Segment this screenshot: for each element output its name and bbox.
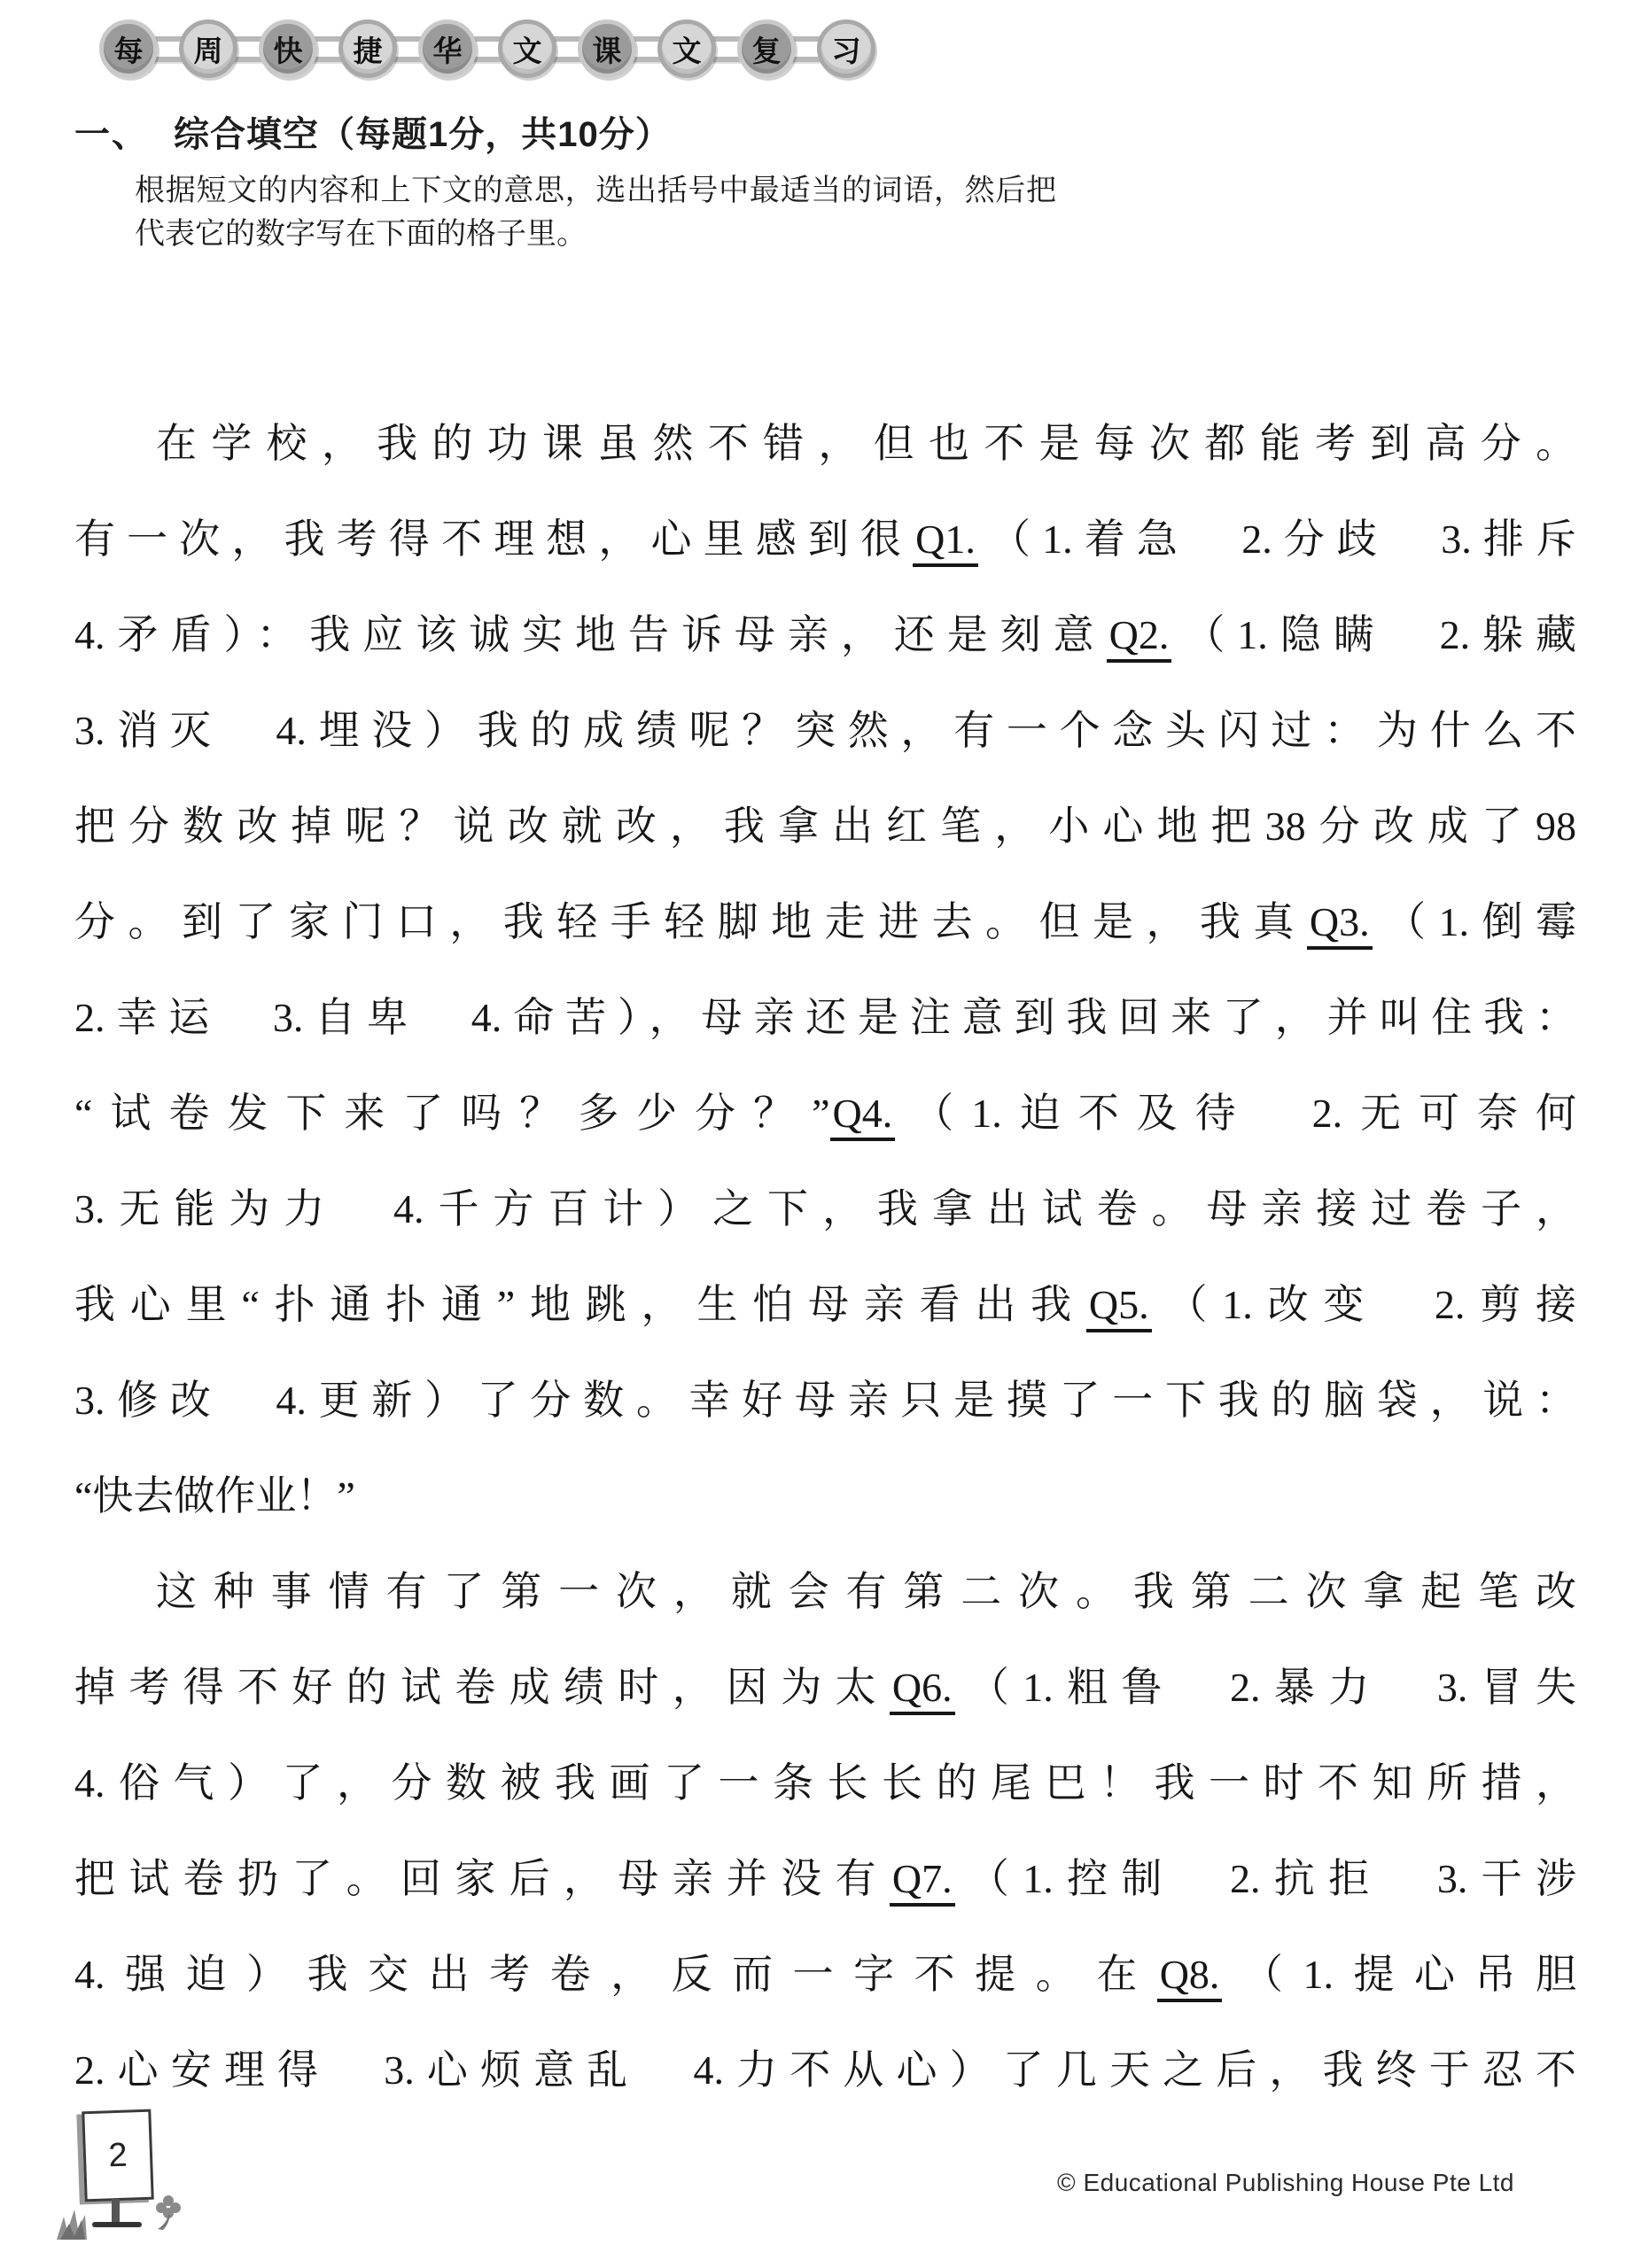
chain-circle: 文 (498, 19, 556, 78)
passage-line (74, 874, 1576, 970)
question-blank-q6: Q6. (890, 1665, 955, 1715)
question-blank-q7: Q7. (890, 1856, 955, 1907)
passage-text: 3.消灭 4.埋没）我的成绩呢？突然，有一个念头闪过：为什么不 (74, 708, 1576, 753)
passage-text: 有一次，我考得不理想，心里感到很 (74, 517, 914, 562)
section-instructions: 根据短文的内容和上下文的意思，选出括号中最适当的词语，然后把代表它的数字写在下面的格子里。 (135, 174, 1056, 251)
passage-line (74, 587, 1576, 683)
chain-circle: 华 (418, 19, 477, 78)
passage-line (74, 2023, 1576, 2118)
passage-text: 2.幸运 3.自卑 4.命苦），母亲还是注意到我回来了，并叫住我： (74, 995, 1576, 1040)
passage-text: 掉考得不好的试卷成绩时，因为太 (74, 1665, 890, 1710)
passage-line (74, 683, 1576, 779)
passage-text: （1.迫不及待 2.无可奈何 (895, 1091, 1577, 1136)
section-heading (74, 106, 1649, 157)
passage-line (74, 1257, 1576, 1353)
passage-text: 把试卷扔了。回家后，母亲并没有 (74, 1856, 890, 1901)
chain-circle: 课 (578, 19, 636, 78)
question-blank-q5: Q5. (1086, 1282, 1152, 1332)
passage-text: （1.控制 2.抗拒 3.干涉 (954, 1856, 1577, 1901)
passage-text: （1.倒霉 (1372, 899, 1577, 944)
passage-line (74, 1161, 1576, 1257)
page-number: 2 (107, 2136, 128, 2174)
passage-text: 3.修改 4.更新）了分数。幸好母亲只是摸了一下我的脑袋，说： (74, 1378, 1576, 1423)
grass-icon (51, 2201, 105, 2241)
passage-line (74, 396, 1576, 492)
passage-text: （1.改变 2.剪接 (1151, 1282, 1577, 1327)
flower-icon (151, 2192, 186, 2233)
passage-text: （1.着急 2.分歧 3.排斥 (977, 517, 1577, 562)
question-blank-q3: Q3. (1307, 899, 1373, 950)
passage-text: “快去做作业！” (74, 1473, 355, 1518)
passage-line (74, 779, 1576, 874)
passage-line (74, 1927, 1576, 2023)
passage-line (74, 1736, 1576, 1831)
sign-board (82, 2109, 154, 2202)
passage-text: “试卷发下来了吗？多少分？” (74, 1091, 830, 1136)
chain-circle: 文 (657, 19, 716, 78)
chain-circle: 每 (99, 19, 158, 78)
question-blank-q4: Q4. (830, 1091, 896, 1141)
section-title: 综合填空（每题1分，共10分） (174, 115, 672, 154)
question-blank-q8: Q8. (1157, 1952, 1223, 2002)
passage-text: 4.矛盾）：我应该诚实地告诉母亲，还是刻意 (74, 612, 1107, 657)
question-blank-q1: Q1. (913, 517, 978, 567)
passage-line (74, 1544, 1576, 1640)
passage-text: 4.强迫）我交出考卷，反而一字不提。在 (74, 1952, 1157, 1997)
passage-text: 分。到了家门口，我轻手轻脚地走进去。但是，我真 (74, 899, 1307, 944)
passage-text: （1.提心吊胆 (1222, 1952, 1577, 1997)
chain-circle: 习 (817, 19, 875, 78)
passage-line (74, 1640, 1576, 1736)
copyright-text: © Educational Publishing House Pte Ltd (1057, 2169, 1514, 2196)
passage-text: 把分数改掉呢？说改就改，我拿出红笔，小心地把38分改成了98 (74, 804, 1576, 849)
chain-circle: 周 (179, 19, 237, 78)
passage-text: 我心里“扑通扑通”地跳，生怕母亲看出我 (74, 1282, 1086, 1327)
passage-line (74, 492, 1576, 587)
passage (74, 396, 1576, 2118)
passage-line (74, 1353, 1576, 1449)
passage-text: 4.俗气）了，分数被我画了一条长长的尾巴！我一时不知所措， (74, 1760, 1576, 1806)
passage-text: 在学校，我的功课虽然不错，但也不是每次都能考到高分。 (156, 421, 1576, 466)
section-number: 一、 (74, 115, 149, 154)
passage-line (74, 1066, 1576, 1161)
passage-text: 3.无能为力 4.千方百计）之下，我拿出试卷。母亲接过卷子， (74, 1186, 1576, 1231)
question-blank-q2: Q2. (1107, 612, 1172, 663)
passage-text: （1.隐瞒 2.躲藏 (1171, 612, 1577, 657)
chain-circle: 快 (259, 19, 317, 78)
chain-circle: 复 (737, 19, 796, 78)
passage-text: （1.粗鲁 2.暴力 3.冒失 (954, 1665, 1577, 1710)
passage-line (74, 1831, 1576, 1927)
passage-text: 2.心安理得 3.心烦意乱 4.力不从心）了几天之后，我终于忍不 (74, 2047, 1576, 2093)
header-chain (99, 18, 1649, 80)
sign-post (112, 2199, 120, 2222)
page-number-sign (66, 2110, 198, 2243)
chain-circle: 捷 (338, 19, 397, 78)
passage-text: 这种事情有了第一次，就会有第二次。我第二次拿起笔改 (156, 1569, 1576, 1614)
passage-line (74, 970, 1576, 1066)
passage-line (74, 1449, 1576, 1544)
